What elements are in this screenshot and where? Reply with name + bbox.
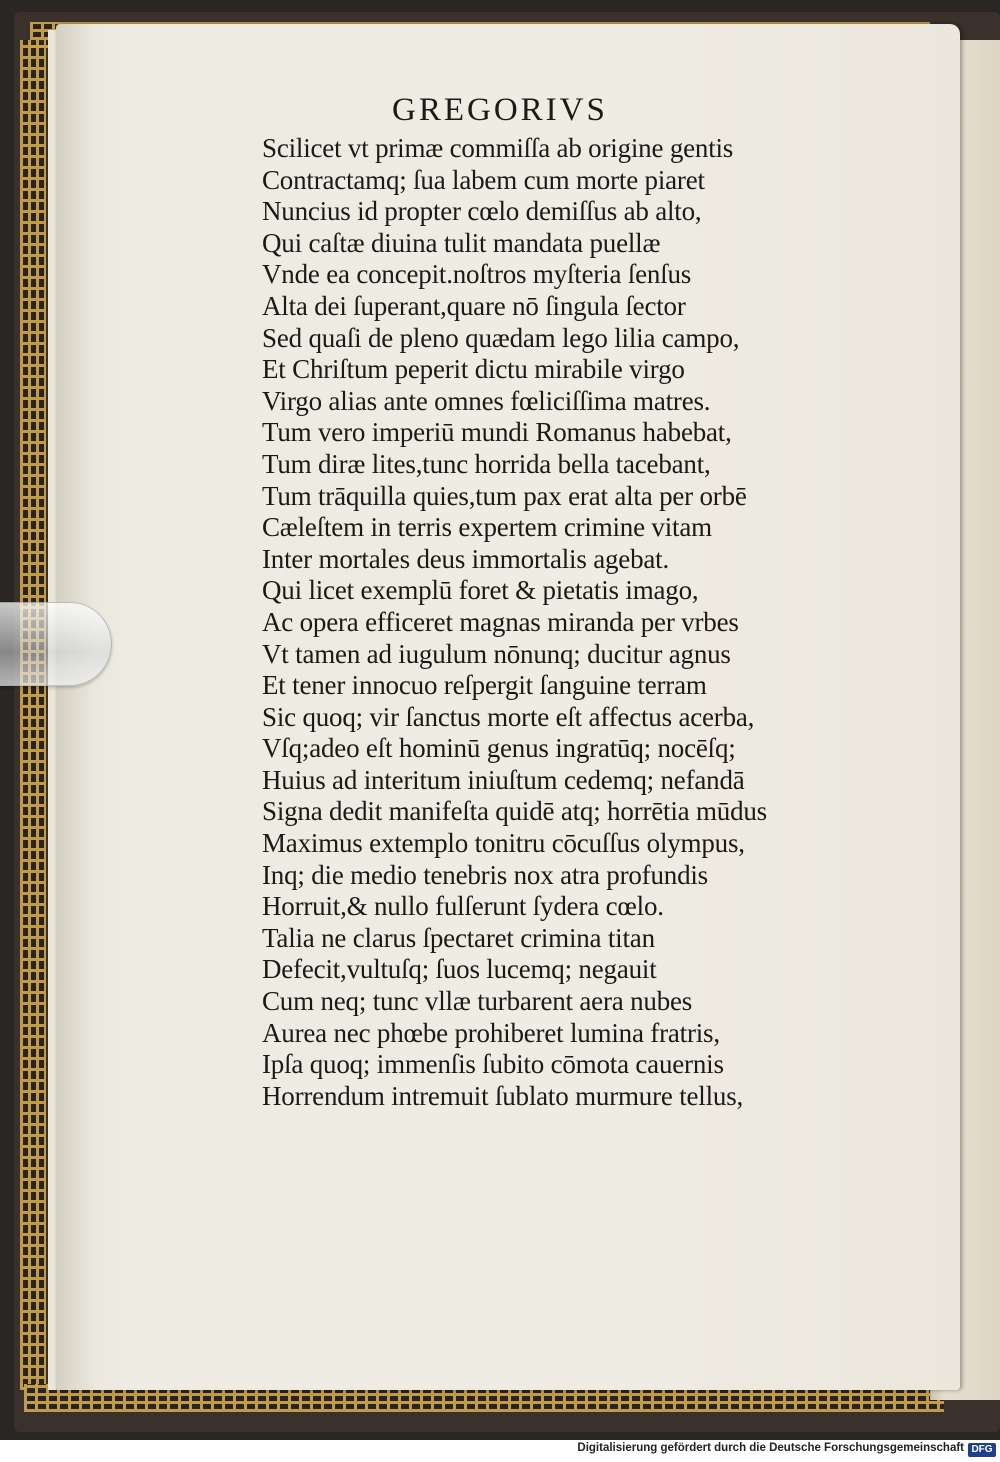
verse-line: Horrendum intremuit ſublato murmure tellus, — [262, 1080, 744, 1111]
page-clip — [0, 602, 112, 686]
verse-line: Qui caſtæ diuina tulit mandata puellæ — [262, 227, 661, 258]
footer-bar — [0, 1440, 1000, 1462]
verse-line: Vſq;adeo eſt hominū genus ingratūq; nocēſq; — [262, 733, 736, 764]
footer-credit: Digitalisierung gefördert durch die Deutsche Forschungsgemeinschaft — [577, 1442, 964, 1454]
verse-line: Inter mortales deus immortalis agebat. — [262, 543, 670, 574]
verse-line: Qui licet exemplū foret & pietatis imago, — [262, 575, 699, 606]
verse-line: Cum neq; tunc vllæ turbarent aera nubes — [262, 986, 693, 1017]
verse-line: Contractamq; ſua labem cum morte piaret — [262, 164, 705, 195]
verse-line: Sed quaſi de pleno quædam lego lilia campo, — [262, 322, 740, 353]
verse-line: Alta dei ſuperant,quare nō ſingula ſector — [262, 290, 686, 321]
verse-line: Aurea nec phœbe prohiberet lumina fratris, — [262, 1017, 720, 1048]
gutter-shadow — [56, 24, 96, 1390]
verse-line: Et Chriſtum peperit dictu mirabile virgo — [262, 354, 685, 385]
verse-line: Vnde ea concepit.noſtros myſteria ſenſus — [262, 259, 692, 290]
verse-line: Tum trāquilla quies,tum pax erat alta per orbē — [262, 480, 747, 511]
verse-line: Inq; die medio tenebris nox atra profundis — [262, 859, 708, 890]
gilt-border-left — [20, 40, 46, 1390]
verse-line: Ipſa quoq; immenſis ſubito cōmota cauernis — [262, 1049, 724, 1080]
verse-line: Sic quoq; vir ſanctus morte eſt affectus acerba, — [262, 701, 755, 732]
verse-line: Et tener innocuo reſpergit ſanguine terram — [262, 670, 707, 701]
verse-line: Cæleſtem in terris expertem crimine vitam — [262, 512, 712, 543]
verse-line: Horruit,& nullo fulſerunt ſydera cœlo. — [262, 891, 664, 922]
verse-line: Scilicet vt primæ commiſſa ab origine gentis — [262, 133, 734, 163]
verse-text — [262, 133, 822, 1112]
dfg-logo: DFG — [968, 1443, 996, 1457]
verse-line: Tum diræ lites,tunc horrida bella tacebant, — [262, 448, 711, 479]
verse-line: Virgo alias ante omnes fœliciſſima matres. — [262, 385, 711, 416]
verse-line: Vt tamen ad iugulum nōnunq; ducitur agnus — [262, 638, 731, 669]
verse-line: Defecit,vultuſq; ſuos lucemq; negauit — [262, 954, 657, 985]
verse-line: Huius ad interitum iniuſtum cedemq; nefandā — [262, 764, 745, 795]
verse-line: Signa dedit manifeſta quidē atq; horrētia mūdus — [262, 796, 767, 827]
verse-line: Talia ne clarus ſpectaret crimina titan — [262, 922, 655, 953]
verse-line: Tum vero imperiū mundi Romanus habebat, — [262, 417, 732, 448]
verse-line: Nuncius id propter cœlo demiſſus ab alto, — [262, 196, 702, 227]
running-head: GREGORIVS — [392, 92, 608, 128]
verse-line: Ac opera efficeret magnas miranda per vrbes — [262, 606, 739, 637]
verse-line: Maximus extemplo tonitru cōcuſſus olympus, — [262, 828, 745, 859]
